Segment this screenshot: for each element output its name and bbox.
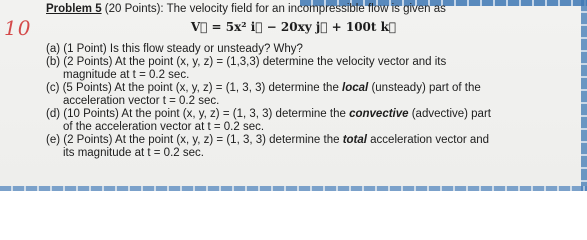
part-d-line2: of the acceleration vector at t = 0.2 sec. — [63, 121, 265, 133]
part-d-line1 — [46, 108, 491, 121]
part-d-text-post: (advective) part — [408, 108, 491, 120]
part-b-line2: magnitude at t = 0.2 sec. — [63, 69, 190, 81]
problem-label: Problem 5 — [46, 3, 102, 15]
problem-intro: (20 Points): The velocity field for an incompressible flow is given as — [101, 3, 446, 15]
bottom-border-decoration — [0, 186, 587, 191]
handwritten-score-note: 10 — [4, 16, 32, 40]
part-c-emphasis: local — [342, 82, 369, 94]
part-c-line2: acceleration vector t = 0.2 sec. — [63, 95, 220, 107]
part-e-text-post: acceleration vector and — [366, 134, 490, 146]
part-c-text-pre: (c) (5 Points) At the point (x, y, z) = (1, 3, 3) determine the — [46, 82, 343, 94]
part-b-line1: (b) (2 Points) At the point (x, y, z) = (1,3,3) determine the velocity vector and its — [46, 56, 447, 68]
part-c-text-post: (unsteady) part of the — [368, 82, 481, 94]
part-d-text-pre: (d) (10 Points) At the point (x, y, z) = (1, 3, 3) determine the — [46, 108, 350, 120]
velocity-field-equation: V⃗ = 5x² i⃗ − 20xy j⃗ + 100t k⃗ — [190, 20, 397, 34]
part-a: (a) (1 Point) Is this flow steady or unsteady? Why? — [46, 43, 303, 55]
part-e-line1 — [46, 134, 489, 147]
part-d-emphasis: convective — [349, 108, 409, 120]
part-e-emphasis: total — [342, 134, 367, 146]
part-c-line1 — [46, 82, 481, 95]
part-e-text-pre: (e) (2 Points) At the point (x, y, z) = (1, 3, 3) determine the — [46, 134, 343, 146]
part-e-line2: its magnitude at t = 0.2 sec. — [63, 147, 204, 159]
problem-title — [46, 3, 446, 16]
